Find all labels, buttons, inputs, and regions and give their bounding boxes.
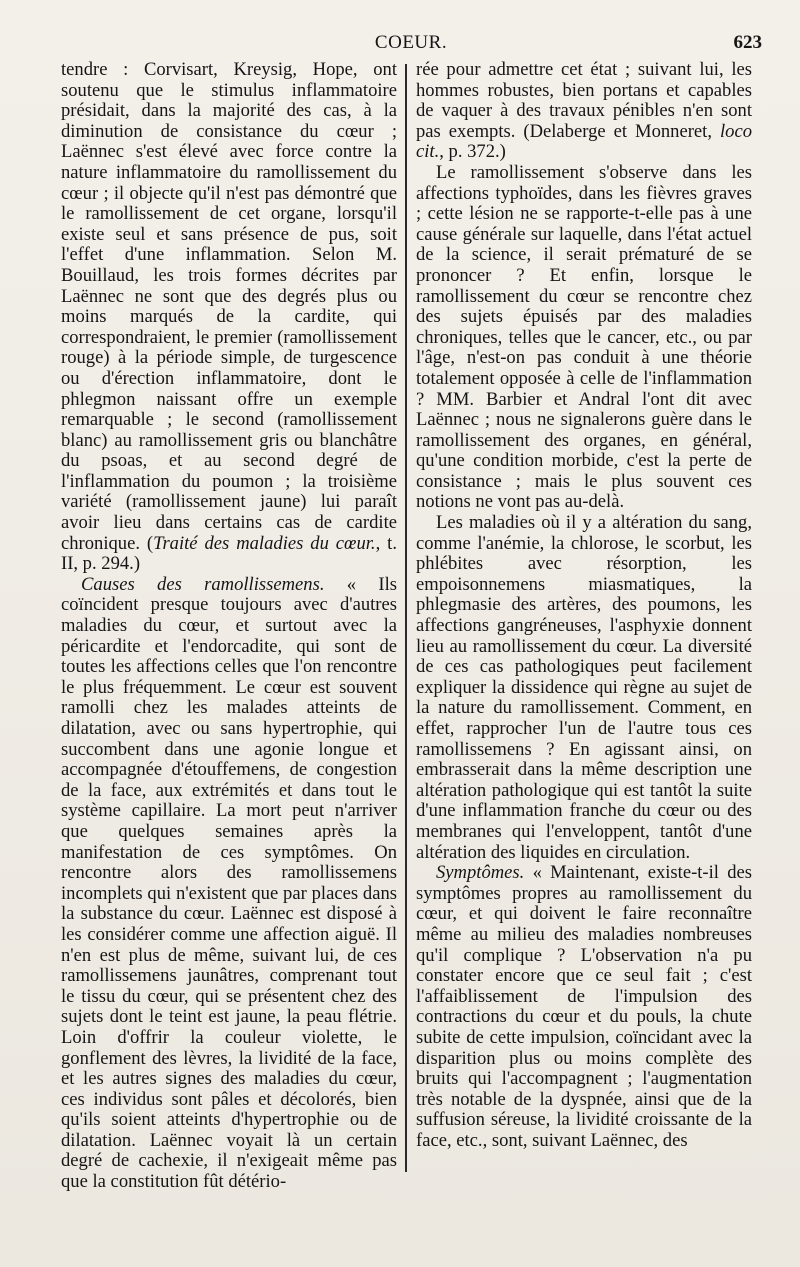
left-paragraph-2: Causes des ramollissemens. « Ils coïncident presque toujours avec d'autres maladies du cœur, et surtout avec la péricardite et l'endorcadite, qui sont de toutes les affections celles que l'on rencontre le plus fréquemment. Le cœur est souvent ramolli chez les malades atteints de dilatation, avec ou sans hypertrophie, qui succombent dans une agonie longue et accompagnée d'étouffemens, de congestion de la face, aux extrémités et dans tout le système capillaire. La mort peut n'arriver que quelques semaines après la manifestation de ces symptômes. On rencontre alors des ramollissemens incomplets qui n'existent que par places dans la substance du cœur. Laënnec est disposé à les considérer comme une affection aiguë. Il n'en est plus de même, suivant lui, de ces ramollissemens jaunâtres, comprenant tout le tissu du cœur, qui se présentent chez des sujets dont le teint est jaune, la peau flétrie. Loin d'offrir la couleur violette, le gonflement des lèvres, la lividité de la face, et les autres signes des maladies du cœur, ces individus sont pâles et décolorés, bien qu'ils soient atteints d'hypertrophie ou de dilatation. Laënnec voyait là un certain degré de cachexie, il n'exigeait même pas que la constitution fût détério- (61, 573, 397, 1193)
column-divider (405, 64, 407, 1172)
left-column (61, 60, 397, 1193)
section-heading-symptomes: Symptômes. (436, 862, 525, 884)
citation-loco: loco cit. (416, 120, 752, 163)
section-heading-causes: Causes des ramollissemens. (81, 573, 325, 595)
left-paragraph-1: tendre : Corvisart, Kreysig, Hope, ont soutenu que le stimulus inflammatoire présidait, dans la majorité des cas, à la diminution de consistance du cœur ; Laënnec s'est élevé avec force contre la nature inflammatoire du ramollissement du cœur ; il objecte qu'il n'est pas démontré que le ramollissement de cet organe, lorsqu'il existe seul et sans présence de pus, soit l'effet d'une inflammation. Selon M. Bouillaud, les trois formes décrites par Laënnec ne sont que des degrés plus ou moins marqués de la cardite, qui correspondraient, le premier (ramollissement rouge) à la période simple, de turgescence ou d'érection inflammatoire, dont le phlegmon naissant offre un exemple remarquable ; le second (ramollissement blanc) au ramollissement gris ou blanchâtre du psoas, et au second degré de l'inflammation du poumon ; la troisième variété (ramollissement jaune) lui paraît avoir lieu dans certains cas de cardite chronique. (Traité des maladies du cœur., t. II, p. 294.) (61, 59, 397, 575)
right-column (416, 60, 752, 1151)
page-number: 623 (733, 32, 762, 53)
right-paragraph-1: rée pour admettre cet état ; suivant lui, les hommes robustes, bien portans et capables de vaquer à des travaux pénibles n'en sont pas exempts. (Delaberge et Monneret, loco cit., p. 372.) (416, 59, 752, 163)
running-title: COEUR. (374, 32, 448, 53)
right-paragraph-3: Les maladies où il y a altération du sang, comme l'anémie, la chlorose, le scorbut, les phlébites avec résorption, les empoisonnemens miasmatiques, la phlegmasie des artères, des poumons, les affections gangréneuses, l'asphyxie donnent lieu au ramollissement du cœur. La diversité de ces cas pathologiques peut facilement expliquer la dissidence qui règne au sujet de la nature du ramollissement. Comment, en effet, rapprocher l'un de l'autre tous ces ramollissemens ? En agissant ainsi, on embrasserait dans la même description une altération pathologique qui est tantôt la suite d'une inflammation franche du cœur ou des membranes qui l'enveloppent, tantôt d'une altération des liquides en circulation. (416, 512, 752, 863)
citation-title: Traité des maladies du cœur. (153, 532, 376, 554)
right-paragraph-4: Symptômes. « Maintenant, existe-t-il des symptômes propres au ramollissement du cœur, et qui doivent le faire reconnaître même au milieu des maladies nombreuses qu'il complique ? L'observation n'a pu constater encore que ce seul fait ; c'est l'affaiblissement de l'impulsion des contractions du cœur et du pouls, la chute subite de cette impulsion, coïncidant avec la disparition plus ou moins complète des bruits qui l'accompagnent ; l'augmentation très notable de la dyspnée, ainsi que de la suffusion séreuse, la lividité croissante de la face, etc., sont, suivant Laënnec, des (416, 862, 752, 1151)
right-paragraph-2: Le ramollissement s'observe dans les affections typhoïdes, dans les fièvres graves ; cette lésion ne se rapporte-t-elle pas à une cause générale sur laquelle, dans l'état actuel de la science, il serait prématuré de se prononcer ? Et enfin, lorsque le ramollissement du cœur se rencontre chez des sujets épuisés par des maladies chroniques, telles que le cancer, etc., ou par l'âge, n'est-on pas conduit à une théorie totalement opposée à celle de l'inflammation ? MM. Barbier et Andral l'ont dit avec Laënnec ; nous ne signalerons guère dans le ramollissement des organes, en général, qu'une condition morbide, c'est la perte de consistance ; mais le plus souvent ces notions ne vont pas au-delà. (416, 161, 752, 513)
page-header (60, 32, 762, 56)
